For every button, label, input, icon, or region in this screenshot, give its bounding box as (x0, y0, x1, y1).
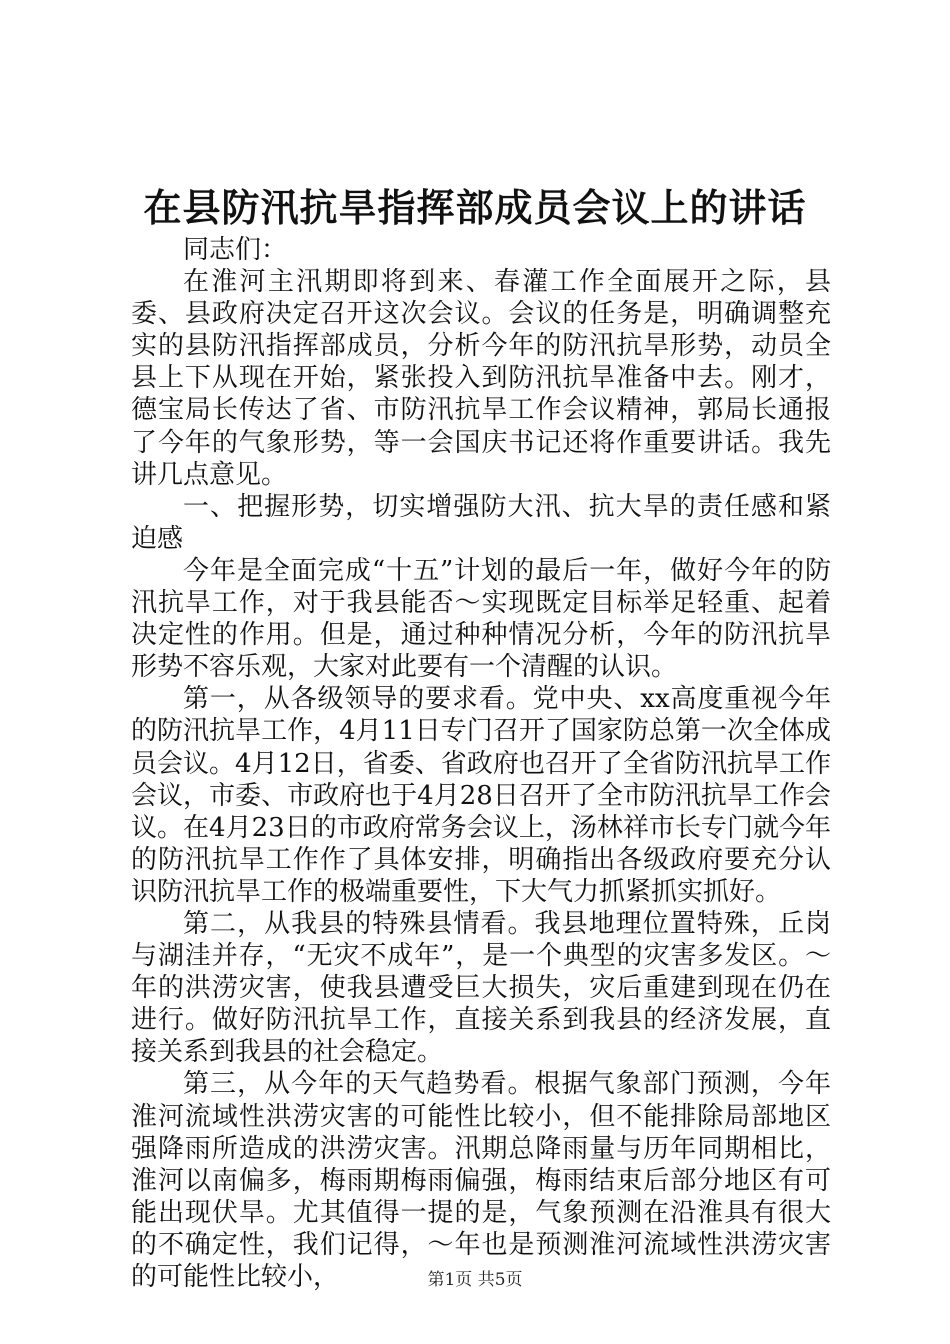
body-paragraph: 今年是全面完成“十五”计划的最后一年，做好今年的防汛抗旱工作，对于我县能否～实现既定目标举足轻重、起着决定性的作用。但是，通过种种情况分析，今年的防汛抗旱形势不容乐观，大家对此要有一个清醒的认识。 (131, 555, 831, 683)
section-heading-1: 一、把握形势，切实增强防大汛、抗大旱的责任感和紧迫感 (131, 491, 831, 554)
body-paragraph: 第二，从我县的特殊县情看。我县地理位置特殊，丘岗与湖洼并存，“无灾不成年”，是一个典型的灾害多发区。～年的洪涝灾害，使我县遭受巨大损失，灾后重建到现在仍在进行。做好防汛抗旱工作，直接关系到我县的经济发展，直接关系到我县的社会稳定。 (131, 908, 831, 1068)
page-number-footer: 第1页 共5页 (427, 1270, 523, 1290)
document-body (131, 234, 831, 1293)
document-title: 在县防汛抗旱指挥部成员会议上的讲话 (143, 185, 807, 230)
body-paragraph: 第三，从今年的天气趋势看。根据气象部门预测，今年淮河流域性洪涝灾害的可能性比较小，但不能排除局部地区强降雨所造成的洪涝灾害。汛期总降雨量与历年同期相比，淮河以南偏多，梅雨期梅雨偏强，梅雨结束后部分地区有可能出现伏旱。尤其值得一提的是，气象预测在沿淮具有很大的不确定性，我们记得，～年也是预测淮河流域性洪涝灾害的可能性比较小， (131, 1069, 831, 1292)
intro-paragraph: 在淮河主汛期即将到来、春灌工作全面展开之际，县委、县政府决定召开这次会议。会议的任务是，明确调整充实的县防汛指挥部成员，分析今年的防汛抗旱形势，动员全县上下从现在开始，紧张投入到防汛抗旱准备中去。刚才，德宝局长传达了省、市防汛抗旱工作会议精神，郭局长通报了今年的气象形势，等一会国庆书记还将作重要讲话。我先讲几点意见。 (131, 267, 831, 490)
salutation-paragraph: 同志们： (183, 235, 288, 265)
body-paragraph: 第一，从各级领导的要求看。党中央、xx高度重视今年的防汛抗旱工作，4月11日专门召开了国家防总第一次全体成员会议。4月12日，省委、省政府也召开了全省防汛抗旱工作会议，市委、市政府也于4月28日召开了全市防汛抗旱工作会议。在4月23日的市政府常务会议上，汤林祥市长专门就今年的防汛抗旱工作作了具体安排，明确指出各级政府要充分认识防汛抗旱工作的极端重要性，下大气力抓紧抓实抓好。 (131, 684, 831, 907)
